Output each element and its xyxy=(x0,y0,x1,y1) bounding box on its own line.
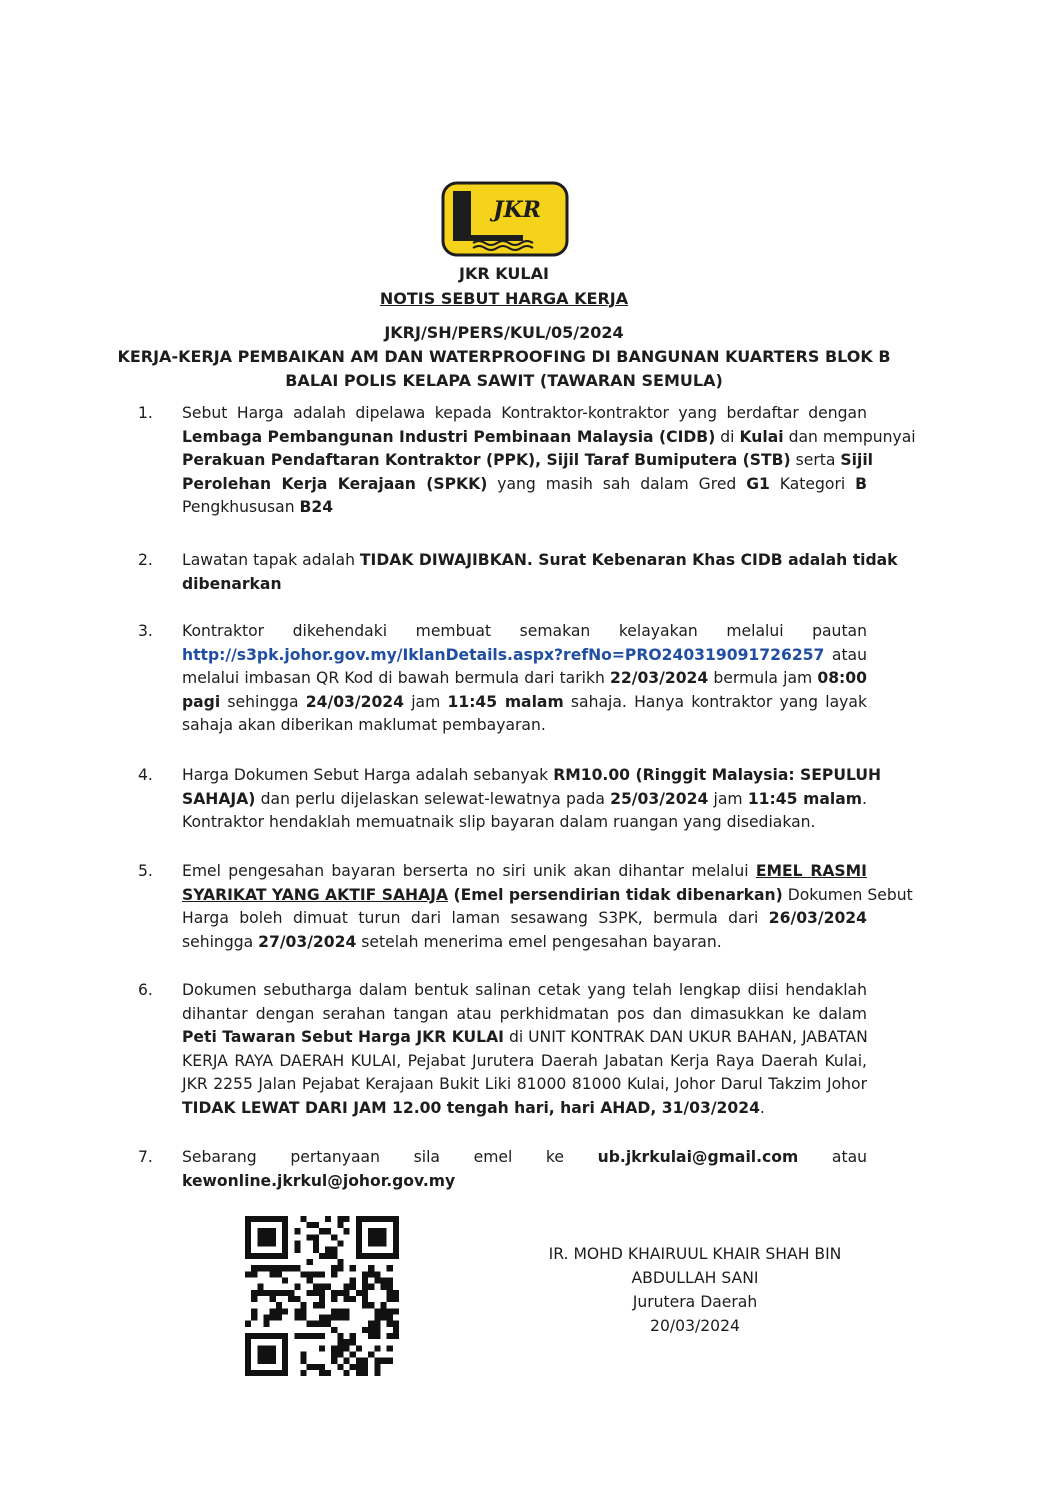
item-number: 5. xyxy=(138,862,153,880)
item-text: TIDAK DIWAJIBKAN. Surat Kebenaran Khas CIDB adalah tidak xyxy=(359,551,898,569)
item-number: 2. xyxy=(138,551,153,569)
notice-title: NOTIS SEBUT HARGA KERJA xyxy=(379,289,629,308)
item-number: 7. xyxy=(138,1148,153,1166)
item-text: Harga Dokumen Sebut Harga adalah sebanyak xyxy=(182,766,554,784)
item-text: setelah menerima emel pengesahan bayaran. xyxy=(356,932,722,951)
item-text: Kontraktor hendaklah memuatnaik slip bayaran dalam ruangan yang disediakan. xyxy=(182,813,816,831)
item-text: RM10.00 (Ringgit Malaysia: SEPULUH xyxy=(553,766,882,784)
item-text: yang masih sah dalam Gred xyxy=(487,474,747,493)
s3pk-link[interactable]: http://s3pk.johor.gov.my/IklanDetails.aspx?refNo=PRO240319091726257 xyxy=(182,645,825,664)
item-text: 25/03/2024 xyxy=(610,789,709,808)
item-text: TIDAK LEWAT DARI JAM 12.00 tengah hari, hari AHAD, 31/03/2024 xyxy=(182,1098,760,1117)
item-number: 4. xyxy=(138,766,153,784)
item-text: Sebarang pertanyaan sila emel ke xyxy=(182,1148,598,1166)
item-text: 27/03/2024 xyxy=(258,932,357,951)
office-name: JKR KULAI xyxy=(459,264,549,283)
item-text: atau xyxy=(831,1148,868,1166)
item-text: Kulai xyxy=(739,427,784,446)
item-text: Dokumen sebutharga dalam bentuk salinan cetak yang telah lengkap diisi hendaklah xyxy=(182,981,867,999)
item-text: pagi xyxy=(182,692,221,711)
item-text: 11:45 malam xyxy=(747,789,863,808)
item-text: SAHAJA) xyxy=(182,789,256,808)
item-text: 24/03/2024 xyxy=(305,692,404,711)
item-text: jam xyxy=(404,692,448,711)
item-text: 08:00 xyxy=(817,669,867,687)
item-text: 22/03/2024 xyxy=(610,669,709,687)
item-text: B xyxy=(855,474,868,493)
item-text: Perolehan Kerja Kerajaan (SPKK) xyxy=(182,474,488,493)
item-text: jam xyxy=(708,789,748,808)
item-text: sahaja. Hanya kontraktor yang layak xyxy=(563,692,867,711)
item-text: Perakuan Pendaftaran Kontraktor (PPK), Sijil Taraf Bumiputera (STB) xyxy=(182,451,791,469)
item-text: dan mempunyai xyxy=(783,427,916,446)
item-text: sehingga xyxy=(182,932,259,951)
item-text: B24 xyxy=(299,498,334,516)
item-text: EMEL RASMI xyxy=(755,862,867,880)
signatory-name-line1: IR. MOHD KHAIRUUL KHAIR SHAH BIN xyxy=(548,1245,842,1263)
jkr-logo xyxy=(441,181,569,257)
item-text: dihantar dengan serahan tangan atau perkhidmatan pos dan dimasukkan ke dalam xyxy=(182,1004,867,1023)
signatory-position: Jurutera Daerah xyxy=(632,1293,758,1311)
item-text: sehingga xyxy=(220,692,306,711)
item-text: Kategori xyxy=(769,474,856,493)
contact-email-2[interactable]: kewonline.jkrkul@johor.gov.my xyxy=(182,1171,456,1190)
item-text: di UNIT KONTRAK DAN UKUR BAHAN, JABATAN xyxy=(504,1028,868,1046)
item-text: serta xyxy=(790,451,841,469)
item-text: Sijil xyxy=(840,451,874,469)
item-text: Lawatan tapak adalah xyxy=(182,551,360,569)
item-text: G1 xyxy=(746,474,770,493)
item-text: 26/03/2024 xyxy=(768,909,867,927)
item-text: Dokumen Sebut xyxy=(782,885,913,904)
project-title-line2: BALAI POLIS KELAPA SAWIT (TAWARAN SEMULA) xyxy=(285,371,723,390)
item-text: Lembaga Pembangunan Industri Pembinaan Malaysia (CIDB) xyxy=(182,427,716,446)
signature-date: 20/03/2024 xyxy=(650,1317,740,1335)
item-number: 1. xyxy=(138,404,153,422)
item-number: 6. xyxy=(138,981,153,999)
item-text: JKR 2255 Jalan Pejabat Kerajaan Bukit Liki 81000 81000 Kulai, Johor Darul Takzim Johor xyxy=(182,1075,867,1093)
contact-email-1[interactable]: ub.jkrkulai@gmail.com xyxy=(597,1148,799,1166)
item-text: KERJA RAYA DAERAH KULAI, Pejabat Jurutera Daerah Jabatan Kerja Raya Daerah Kulai, xyxy=(182,1051,867,1070)
signatory-name-line2: ABDULLAH SANI xyxy=(631,1269,759,1287)
project-title-line1: KERJA-KERJA PEMBAIKAN AM DAN WATERPROOFING DI BANGUNAN KUARTERS BLOK B xyxy=(117,347,891,366)
item-text: 11:45 malam xyxy=(447,692,564,711)
item-text: melalui imbasan QR Kod di bawah bermula dari tarikh xyxy=(182,669,611,687)
qr-code xyxy=(245,1215,399,1377)
item-number: 3. xyxy=(138,622,153,640)
item-text: Harga boleh dimuat turun dari laman sesawang S3PK, bermula dari xyxy=(182,909,769,927)
item-text: dibenarkan xyxy=(182,574,282,593)
item-text: . xyxy=(759,1098,765,1117)
item-text: atau xyxy=(831,645,867,664)
item-text: SYARIKAT YANG AKTIF SAHAJA xyxy=(182,885,449,904)
logo-text: JKR xyxy=(493,197,541,223)
item-text: (Emel persendirian tidak dibenarkan) xyxy=(448,885,783,904)
item-text: Kontraktor dikehendaki membuat semakan kelayakan melalui pautan xyxy=(182,622,867,640)
item-text: Sebut Harga adalah dipelawa kepada Kontraktor-kontraktor yang berdaftar dengan xyxy=(182,404,867,422)
item-text: Emel pengesahan bayaran berserta no siri unik akan dihantar melalui xyxy=(182,862,756,880)
item-text: dan perlu dijelaskan selewat-lewatnya pada xyxy=(255,789,611,808)
reference-number: JKRJ/SH/PERS/KUL/05/2024 xyxy=(384,323,624,342)
item-text: Pengkhususan xyxy=(182,498,300,516)
item-text: sahaja akan diberikan maklumat pembayaran. xyxy=(182,716,546,734)
item-text: bermula jam xyxy=(708,669,818,687)
item-text: di xyxy=(715,427,740,446)
item-text: Peti Tawaran Sebut Harga JKR KULAI xyxy=(182,1028,504,1046)
